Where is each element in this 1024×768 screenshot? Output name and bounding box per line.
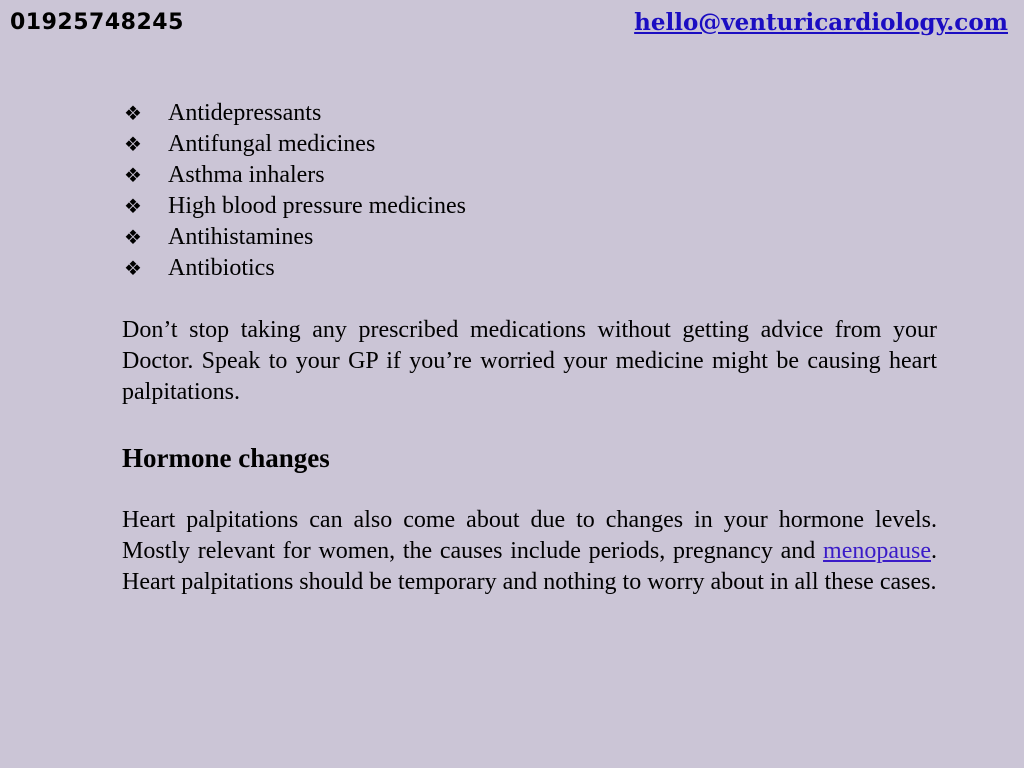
diamond-bullet-icon: ❖ — [124, 101, 142, 125]
list-item-label: Antidepressants — [168, 100, 322, 126]
hormone-paragraph — [122, 505, 937, 598]
list-item-label: Antihistamines — [168, 224, 314, 250]
medication-advice-paragraph: Don’t stop taking any prescribed medications without getting advice from your Doctor. Speak to your GP if you’re worried your medicine might be causing heart palpitations. — [122, 317, 937, 405]
list-item — [122, 98, 937, 129]
diamond-bullet-icon: ❖ — [124, 132, 142, 156]
main-content — [122, 98, 937, 598]
phone-number: 01925748245 — [10, 10, 184, 35]
list-item — [122, 253, 937, 284]
email-link[interactable]: hello@venturicardiology.com — [634, 9, 1008, 36]
hormone-text-start: Heart palpitations can also come about due to changes in your hormone levels. Mostly relevant for women, the causes include periods, pregnancy and — [122, 507, 937, 564]
list-item — [122, 129, 937, 160]
list-item-label: Antibiotics — [168, 255, 275, 281]
medication-list — [122, 98, 937, 284]
section-heading: Hormone changes — [122, 443, 330, 473]
diamond-bullet-icon: ❖ — [124, 194, 142, 218]
header-bar — [10, 8, 1008, 42]
list-item-label: Antifungal medicines — [168, 131, 376, 157]
hormone-text-end: . Heart palpitations should be temporary and nothing to worry about in all these cases. — [122, 538, 937, 595]
diamond-bullet-icon: ❖ — [124, 256, 142, 280]
list-item-label: High blood pressure medicines — [168, 193, 466, 219]
diamond-bullet-icon: ❖ — [124, 225, 142, 249]
list-item — [122, 191, 937, 222]
list-item — [122, 222, 937, 253]
list-item — [122, 160, 937, 191]
list-item-label: Asthma inhalers — [168, 162, 325, 188]
diamond-bullet-icon: ❖ — [124, 163, 142, 187]
menopause-link[interactable]: menopause — [823, 538, 931, 564]
